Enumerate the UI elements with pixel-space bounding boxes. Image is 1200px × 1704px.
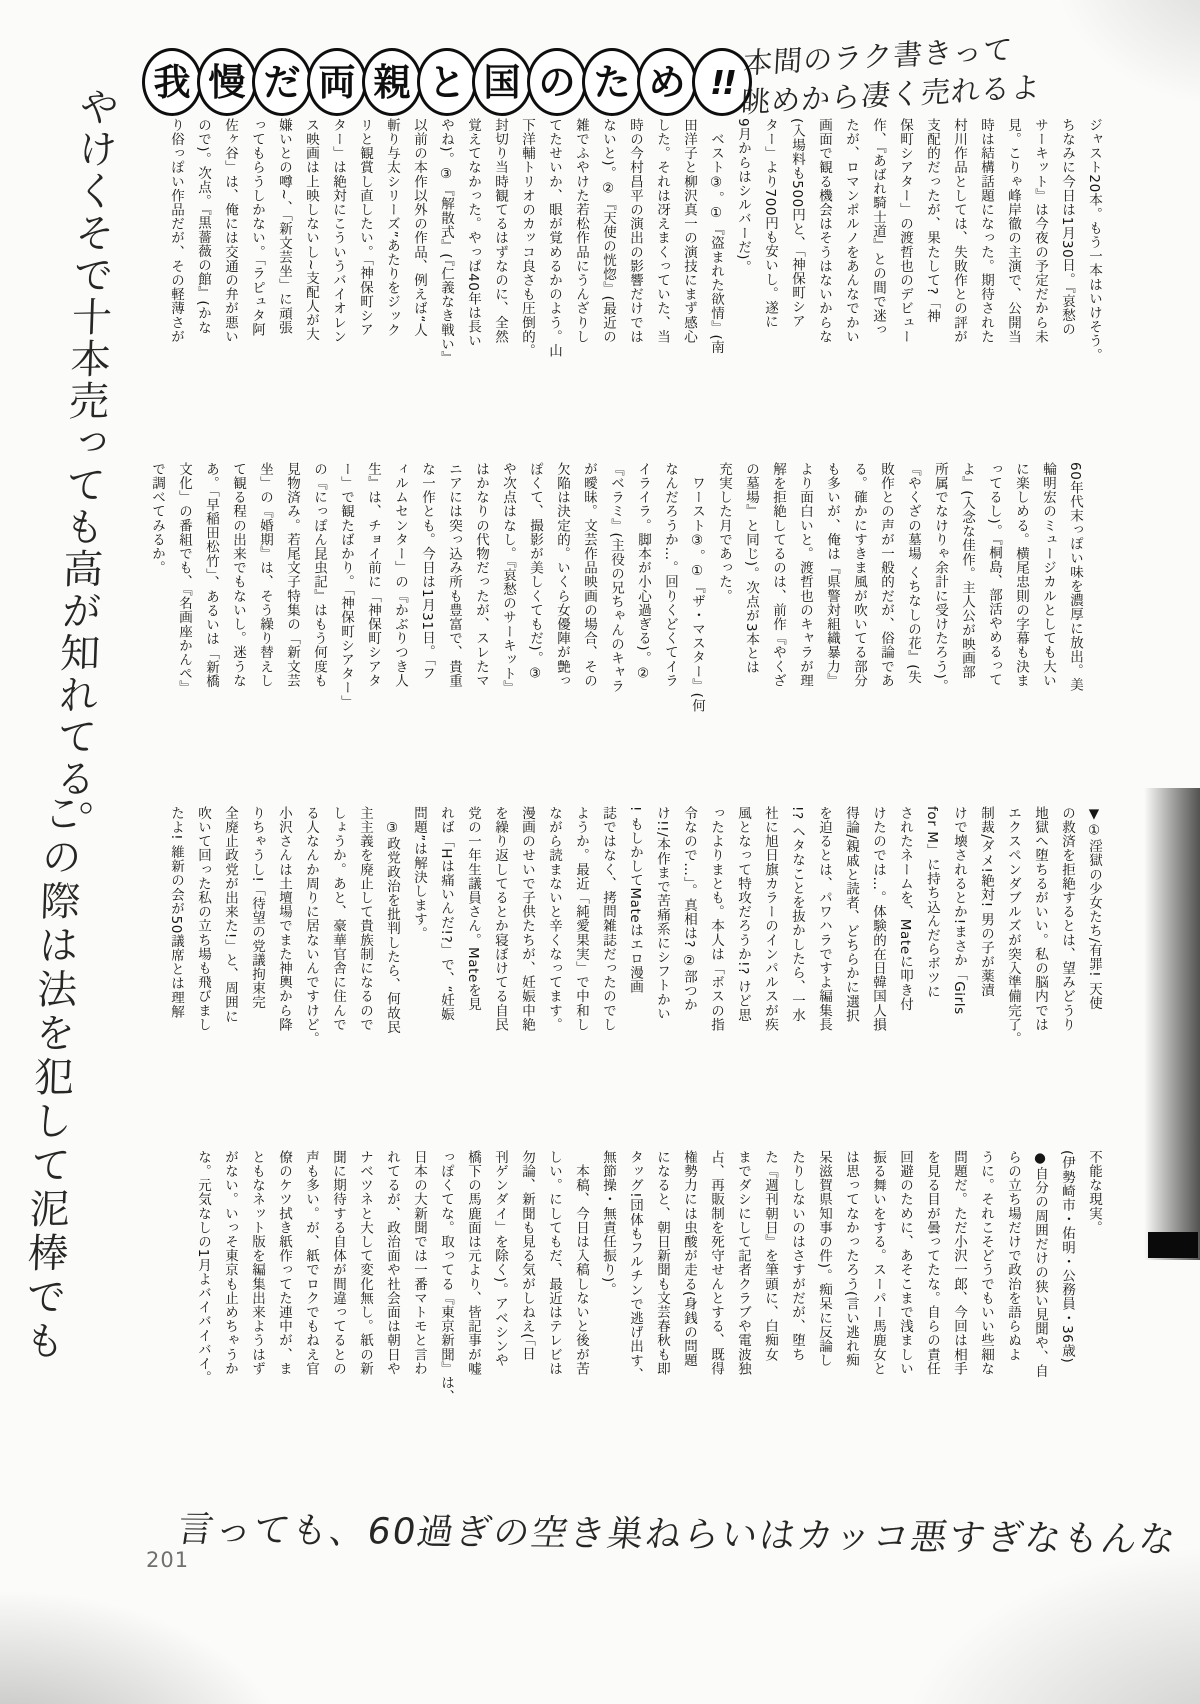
text-column: 保町シアター」の渡哲也のデビュー — [897, 118, 913, 344]
text-column: 呆滋賀県知事の件)。痴呆に反論し — [816, 1150, 832, 1368]
text-column: リと観賞し直したい。「神保町シア — [357, 118, 373, 337]
text-column: 封切り当時観てるはずなのに、全然 — [492, 118, 508, 344]
headline-badge: !! — [692, 48, 752, 116]
text-column: 勿論、新聞も見る気がしねえ(「日 — [519, 1150, 535, 1361]
headline-badge: の — [527, 48, 587, 116]
text-column: 問題”は解決します。 — [411, 806, 427, 941]
text-column: 文化」の番組でも、『名画座かんぺ』 — [176, 462, 192, 695]
text-column: 下洋輔トリオのカッコ良さも圧倒的。 — [519, 118, 535, 358]
text-column: 党の一年生議員さん。Mateを見 — [465, 806, 481, 1012]
text-column: ③政党政治を批判したら、何故民 — [384, 806, 400, 1035]
text-column: たりしないのはさすがだが、堕ち — [789, 1150, 805, 1362]
text-column: 作、『あばれ騎士道』との間で迷っ — [870, 118, 886, 337]
headline-badge: 両 — [307, 48, 367, 116]
text-column: 令なので…」。真相は? ②部つか — [681, 806, 697, 1012]
text-column: 見。こりゃ峰岸徹の主演で、公開当 — [1005, 118, 1021, 344]
text-column: 問題だ。ただ小沢一郎、今回は相手 — [951, 1150, 967, 1376]
handwritten-note-bottom: 言っても、60過ぎの空き巣ねらいはカッコ悪すぎなもんな — [174, 1509, 1181, 1561]
headline-badge: 国 — [472, 48, 532, 116]
text-column: 得論/親戚と読者、どちらかに選択 — [843, 806, 859, 1023]
text-column: 解を拒絶してるのは、前作『やくざ — [770, 462, 786, 688]
text-band-3 — [145, 806, 1107, 1146]
text-column: よ』(入念な佳作。主人公が映画部 — [959, 462, 975, 680]
text-column: 9月からはシルバーだ)。 — [735, 118, 751, 275]
text-column: てたせいか、眼が覚めるかのよう。山 — [546, 118, 562, 358]
text-column: ニアには突っ込み所も豊富で、貴重 — [446, 462, 462, 688]
headline-badge: め — [637, 48, 697, 116]
text-column: る人なんか周りに居ないんですけど。 — [303, 806, 319, 1046]
text-column: までダシにして記者クラブや電波独 — [735, 1150, 751, 1376]
text-column: より面白いと。渡哲也のキャラが理 — [797, 462, 813, 688]
text-column: 60年代末っぽい味を濃厚に放出。美 — [1067, 462, 1083, 692]
text-column: やね)。③『解散式』(『仁義なき戦い』 — [438, 118, 454, 366]
text-column: 振る舞いをする。スーパー馬鹿女と — [870, 1150, 886, 1376]
text-column: の『にっぽん昆虫記』はもう何度も — [311, 462, 327, 688]
text-column: した。それは冴えまくっていた、当 — [654, 118, 670, 344]
text-column: 欠陥は決定的。いくら女優陣が艶っ — [554, 462, 570, 688]
text-column: サーキット』は今夜の予定だから未 — [1032, 118, 1048, 344]
text-band-1 — [150, 118, 1107, 464]
text-column: を見る目が曇ってたな。自らの責任 — [924, 1150, 940, 1376]
text-column: 地獄へ堕ちるがいい。私の脳内では — [1032, 806, 1048, 1032]
text-column: ナベツネと大して変化無し。紙の新 — [357, 1150, 373, 1376]
text-column: 日本の大新聞では一番マトモと言わ — [411, 1150, 427, 1376]
text-column: 見物済み。若尾文子特集の「新文芸 — [284, 462, 300, 688]
text-column: されたネームを、Mateに叩き付 — [897, 806, 913, 1012]
text-column: る。確かにすきま風が吹いてる部分 — [851, 462, 867, 688]
headline-badge: 我 — [142, 48, 202, 116]
text-column: の墓場』と同じ)。次点が3本とは — [743, 462, 759, 675]
text-column: 僚のケツ拭き紙作ってた連中が、ま — [276, 1150, 292, 1376]
text-column: 斬り与太シリーズ”あたりをジック — [384, 118, 400, 338]
text-column: を迫るとは、パワハラですよ編集長 — [816, 806, 832, 1032]
headline-banner — [142, 48, 752, 116]
text-column: も多いが、俺は『県警対組織暴力』 — [824, 462, 840, 688]
text-column: 社に旭日旗カラーのインパルスが疾 — [762, 806, 778, 1032]
text-column: が曖昧。文芸作品映画の場合、その — [581, 462, 597, 688]
text-band-2 — [128, 462, 1088, 804]
text-column: 坐」の『婚期』は、そう繰り替えし — [257, 462, 273, 688]
text-column: 橋下の馬鹿面は元より、皆記事が嘘 — [465, 1150, 481, 1376]
text-column: ! もしかしてMateはエロ漫画 — [627, 806, 643, 994]
text-column: けたのでは…。体験的在日韓国人損 — [870, 806, 886, 1032]
handwritten-note-left-2: この際は法を犯して泥棒でも — [17, 791, 84, 1365]
text-column: ー」で観たばかり。「神保町シアター」 — [338, 462, 354, 710]
text-column: ったよりまとも。本人は「ボスの指 — [708, 806, 724, 1032]
text-column: 生』は、チョイ前に「神保町シアタ — [365, 462, 381, 688]
text-column: ようか。最近「純愛果実」で中和し — [573, 806, 589, 1032]
text-column: 『ベラミ』(主役の兄ちゃんのキャラ — [608, 462, 624, 694]
text-column: けで壊されるとか!まさか「Girls — [951, 806, 967, 1015]
text-column: 誌ではなく、拷問雑誌だったのでし — [600, 806, 616, 1032]
text-column: たが、ロマンポルノをあんなでかい — [843, 118, 859, 344]
text-column: 不能な現実。 — [1086, 1150, 1102, 1235]
text-column: れば「Hは痛いんだ!?」で、“妊娠 — [438, 806, 454, 1022]
text-column: (伊勢崎市・佑明・公務員・36歳) — [1059, 1150, 1075, 1364]
text-column: 村川作品としては、失敗作との評が — [951, 118, 967, 344]
text-column: うに。それこそどうでもいい些細な — [978, 1150, 994, 1376]
text-column: 制裁/ダメ!絶対! 男の子が薬漬 — [978, 806, 994, 998]
text-column: ター」は絶対にこういうバイオレン — [330, 118, 346, 344]
text-column: がない。いっそ東京も止めちゃうか — [222, 1150, 238, 1376]
text-column: ▼①淫獄の少女たち/有罪! 天使 — [1086, 806, 1102, 1011]
text-column: ってるし)。『桐島、部活やめるって — [986, 462, 1002, 687]
text-column: 嫌いとの噂~、「新文芸坐」に頑張 — [276, 118, 292, 335]
text-column: 充実した月であった。 — [716, 462, 732, 603]
text-column: 全廃止政党が出来た!」と、周囲に — [222, 806, 238, 1024]
text-column: 聞に期待する自体が間違ってるとの — [330, 1150, 346, 1376]
text-column: を繰り返してるとか寝ぼけてる自民 — [492, 806, 508, 1032]
text-column: れてるが、政治面や社会面は朝日や — [384, 1150, 400, 1376]
text-column: イライラ。脚本が小心過ぎる)。② — [635, 462, 651, 682]
text-column: 田洋子と柳沢真一の演技にまず感心 — [681, 118, 697, 344]
text-column: !? ヘタなことを抜かしたら、一水 — [789, 806, 805, 1023]
headline-badge: だ — [252, 48, 312, 116]
text-column: しい。にしてもだ、最近はテレビは — [546, 1150, 562, 1376]
text-column: な一作とも。今日は1月31日。「フ — [419, 462, 435, 681]
text-column: 無節操・無責任振り)。 — [600, 1150, 616, 1297]
text-column: ワースト③。①『ザ・マスター』(何 — [689, 462, 705, 713]
text-column: な。元気なしの1月よバイバイバイ。 — [195, 1150, 211, 1385]
page-edge-notch — [1148, 1232, 1198, 1258]
text-column: て観る程の出来でもないし。迷うな — [230, 462, 246, 688]
text-column: 刊ゲンダイ」を除く)。アベシンや — [492, 1150, 508, 1368]
text-column: や次点はなし。『哀愁のサーキット』 — [500, 462, 516, 695]
text-column: ちなみに今日は1月30日。『哀愁の — [1059, 118, 1075, 337]
text-column: ●自分の周囲だけの狭い見聞や、自 — [1032, 1150, 1048, 1379]
text-column: 時の今村昌平の演出の影響だけでは — [627, 118, 643, 344]
headline-badge: た — [582, 48, 642, 116]
text-column: に楽しめる。横尾忠則の字幕も決ま — [1013, 462, 1029, 688]
text-column: 占、再販制を死守せんとする、既得 — [708, 1150, 724, 1376]
text-column: for M」に持ち込んだらボツに — [924, 806, 940, 999]
text-column: は思ってなかったろう(言い逃れ痴 — [843, 1150, 859, 1368]
page-edge-shadow — [1144, 788, 1200, 1260]
text-column: ともなネット版を編集出来ようはず — [249, 1150, 265, 1376]
text-column: あ。「早稲田松竹」、あるいは「新橋 — [203, 462, 219, 689]
text-column: 輪明宏のミュージカルとしても大い — [1040, 462, 1056, 688]
text-column: ないと)。②『天使の恍惚』(最近の — [600, 118, 616, 344]
text-column: た『週刊朝日』を筆頭に、白痴女 — [762, 1150, 778, 1362]
text-column: 権勢力には虫酸が走る(身銭の問題 — [681, 1150, 697, 1368]
text-column: り俗っぽい作品だが、その軽薄さが — [168, 118, 184, 344]
text-column: ってもらうしかない。「ラピュタ阿 — [249, 118, 265, 337]
text-column: 小沢さんは土壇場でまた神輿から降 — [276, 806, 292, 1032]
text-column: しょうか。あと、豪華官舎に住んで — [330, 806, 346, 1032]
text-column: 本稿、今日は入稿しないと後が苦 — [573, 1150, 589, 1376]
text-column: っぽくてな。取ってる『東京新聞』は、 — [438, 1150, 454, 1404]
text-column: タッグ!団体もフルチンで逃げ出す、 — [627, 1150, 643, 1382]
text-column: 雑でふやけた若松作品にうんざりし — [573, 118, 589, 344]
text-column: (入場料も500円と、「神保町シア — [789, 118, 805, 328]
text-column: 覚えてなかった。やっぱ40年は長い — [465, 118, 481, 348]
text-column: りちゃうし!「待望の党議拘束完 — [249, 806, 265, 1010]
text-column: 画面で観る機会はそうはないからな — [816, 118, 832, 344]
text-column: 支配的だったが、果たして?「神 — [924, 118, 940, 324]
text-column: ィルムセンター」の『かぶりつき人 — [392, 462, 408, 688]
headline-badge: 慢 — [197, 48, 257, 116]
text-column: 回避のために、あそこまで浅ましい — [897, 1150, 913, 1376]
text-band-4 — [150, 1150, 1107, 1502]
handwritten-note-top-right: 本間のラク書きって 眺めから凄く売れるよ — [740, 32, 1042, 120]
text-column: け!!/本作まで苦痛系にシフトかい — [654, 806, 670, 1021]
text-column: ぽくて、撮影が美しくてもだ)。③ — [527, 462, 543, 682]
text-column: になると、朝日新聞も文芸春秋も即 — [654, 1150, 670, 1376]
headline-badge: と — [417, 48, 477, 116]
headline-badge: 親 — [362, 48, 422, 116]
text-column: ながら読まないと辛くなってます。 — [546, 806, 562, 1032]
page-number: 201 — [146, 1548, 190, 1572]
handwritten-note-left-1: やけくそで十本売っても高が知れてる。 — [47, 85, 120, 843]
text-column: 敗作との声が一般的だが、俗論であ — [878, 462, 894, 688]
text-column: 時は結構話題になった。期待された — [978, 118, 994, 344]
text-column: 佐ヶ谷」は、俺には交通の弁が悪い — [222, 118, 238, 344]
text-column: 声も多い。が、紙でロクでもねえ官 — [303, 1150, 319, 1376]
text-column: 以前の本作以外の作品、例えば“人 — [411, 118, 427, 338]
text-column: 『やくざの墓場 くちなしの花』(失 — [905, 462, 921, 685]
text-column: 所属でなけりゃ余計に受けたろう)。 — [932, 462, 948, 694]
text-column: 主主義を廃止して貴族制になるので — [357, 806, 373, 1032]
text-column: ス映画は上映しないし~支配人が大 — [303, 118, 319, 342]
text-column: はかなりの代物だったが、スレたマ — [473, 462, 489, 688]
text-column: で調べてみるか。 — [149, 462, 165, 575]
text-column: 風となって特攻だろうか!? けど思 — [735, 806, 751, 1023]
text-column: たよ! 維新の会が50議席とは理解 — [168, 806, 184, 1019]
text-column: 吹いて回った私の立ち場も飛びまし — [195, 806, 211, 1032]
text-column: エクスペンダブルズが突入準備完了。 — [1005, 806, 1021, 1046]
text-column: の救済を拒絶するとは、望みどうり — [1059, 806, 1075, 1032]
text-column: ジャスト20本。もう一本はいけそう。 — [1086, 118, 1102, 362]
text-column: ター」より700円も安いし。遂に — [762, 118, 778, 329]
text-column: ベスト③。①『盗まれた欲情』(南 — [708, 118, 724, 355]
text-column: ので)。次点。『黒薔薇の館』(かな — [195, 118, 211, 335]
text-column: なんだろうか…。回りくどくてイラ — [662, 462, 678, 688]
text-column: 漫画のせいで子供たちが、妊娠中絶 — [519, 806, 535, 1032]
text-column: らの立ち場だけで政治を語らぬよ — [1005, 1150, 1021, 1362]
